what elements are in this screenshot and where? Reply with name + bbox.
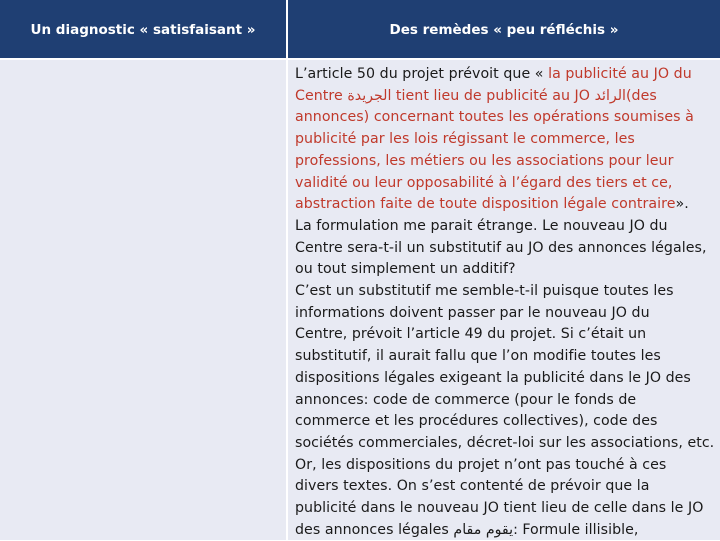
diagnostic-cell — [0, 60, 286, 540]
text-line — [295, 455, 720, 477]
table-body-row — [0, 60, 720, 540]
text-segment: commerce et les procédures collectives), code des — [295, 413, 658, 430]
highlighted-quote-segment: la publicité au JO du — [548, 66, 692, 82]
text-segment: ». — [675, 196, 689, 213]
text-segment: Or, les dispositions du projet n’ont pas touché à ces — [295, 456, 667, 473]
text-line — [295, 281, 720, 303]
text-line — [295, 238, 720, 260]
text-line — [295, 346, 720, 368]
highlighted-quote-segment: annonces) concernant toutes les opérations soumises à — [295, 109, 694, 126]
text-segment: Centre sera-t-il un substitutif au JO des annonces légales, — [295, 239, 707, 256]
text-line — [295, 173, 720, 195]
remedes-text — [288, 60, 720, 541]
highlighted-quote-segment: abstraction faite de toute disposition légale contraire — [295, 196, 676, 213]
text-segment: publicité dans le nouveau JO tient lieu de celle dans le JO — [295, 500, 704, 517]
text-line — [295, 129, 720, 151]
text-line — [295, 520, 720, 541]
text-line — [295, 433, 720, 455]
text-segment: sociétés commerciales, décret-loi sur les associations, etc. — [295, 434, 715, 451]
text-line — [295, 107, 720, 129]
text-line — [295, 151, 720, 173]
text-line — [295, 498, 720, 520]
highlighted-quote-segment: validité ou leur opposabilité à l’égard des tiers et ce, — [295, 174, 673, 191]
text-segment: annonces: code de commerce (pour le fonds de — [295, 391, 637, 408]
text-segment: C’est un substitutif me semble-t-il puisque toutes les — [295, 283, 674, 300]
text-segment: des annonces légales يقوم مقام: Formule illisible, — [295, 521, 639, 538]
text-segment: Centre, prévoit l’article 49 du projet. Si c’était un — [295, 326, 647, 343]
text-line — [295, 194, 720, 216]
text-line — [295, 86, 720, 108]
text-segment: dispositions légales exigeant la publicité dans le JO des — [295, 369, 691, 386]
highlighted-quote-segment: publicité par les lois régissant le commerce, les — [295, 131, 635, 148]
text-segment: informations doivent passer par le nouveau JO du — [295, 304, 650, 321]
text-line — [295, 476, 720, 498]
header-diagnostic: Un diagnostic « satisfaisant » — [0, 0, 286, 58]
text-segment: L’article 50 du projet prévoit que « — [295, 66, 549, 82]
text-segment: substitutif, il aurait fallu que l’on modifie toutes les — [295, 348, 661, 365]
highlighted-quote-segment: professions, les métiers ou les associations pour leur — [295, 152, 674, 169]
highlighted-quote-segment: Centre الجريدة tient lieu de publicité au JO الرائد(des — [295, 87, 657, 104]
text-line — [295, 216, 720, 238]
text-line — [295, 411, 720, 433]
text-line — [295, 259, 720, 281]
header-remedes: Des remèdes « peu réfléchis » — [288, 0, 720, 58]
text-line — [295, 390, 720, 412]
text-line — [295, 64, 720, 86]
text-line — [295, 368, 720, 390]
text-line — [295, 303, 720, 325]
text-segment: La formulation me parait étrange. Le nouveau JO du — [295, 217, 668, 234]
text-line — [295, 324, 720, 346]
text-segment: divers textes. On s’est contenté de prévoir que la — [295, 478, 650, 495]
text-segment: ou tout simplement un additif? — [295, 261, 516, 278]
table-header-row — [0, 0, 720, 62]
remedes-cell — [288, 60, 720, 540]
